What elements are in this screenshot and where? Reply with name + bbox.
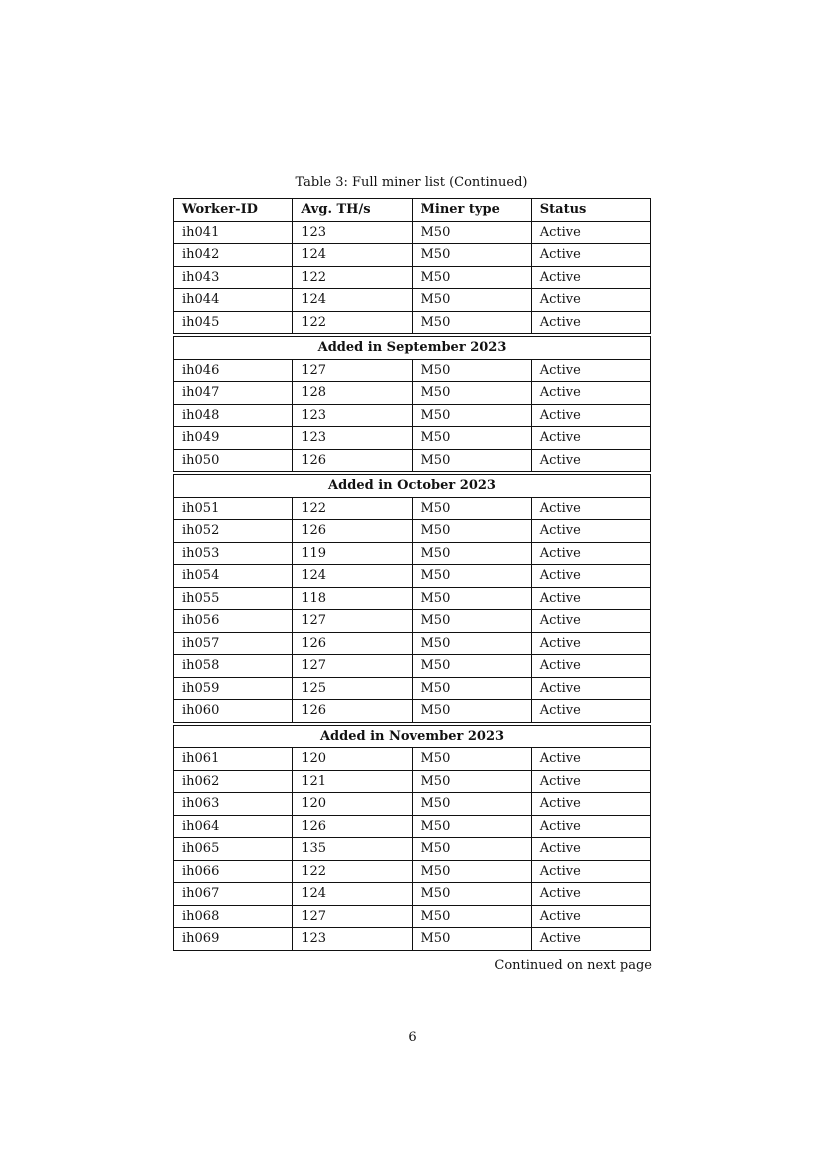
group-header-row	[174, 724, 651, 748]
table-row	[174, 520, 651, 543]
table-row	[174, 427, 651, 450]
miner-type-cell: M50	[412, 860, 531, 883]
avg-ths-cell: 123	[293, 928, 412, 951]
table-row	[174, 359, 651, 382]
table-row	[174, 815, 651, 838]
worker-id-cell: ih049	[174, 427, 293, 450]
miner-type-cell: M50	[412, 359, 531, 382]
table-row	[174, 587, 651, 610]
page-content	[173, 174, 650, 975]
miner-type-cell: M50	[412, 655, 531, 678]
table-row	[174, 497, 651, 520]
worker-id-cell: ih043	[174, 266, 293, 289]
table-row	[174, 632, 651, 655]
table-row	[174, 928, 651, 951]
table-row	[174, 748, 651, 771]
miner-type-cell: M50	[412, 427, 531, 450]
table-row	[174, 244, 651, 267]
status-cell: Active	[531, 655, 650, 678]
worker-id-cell: ih059	[174, 677, 293, 700]
table-row	[174, 266, 651, 289]
status-cell: Active	[531, 838, 650, 861]
table-caption: Table 3: Full miner list (Continued)	[295, 175, 528, 190]
group-header-row	[174, 335, 651, 359]
avg-ths-cell: 124	[293, 883, 412, 906]
table-row	[174, 311, 651, 335]
avg-ths-cell: 120	[293, 793, 412, 816]
worker-id-cell: ih068	[174, 905, 293, 928]
avg-ths-cell: 123	[293, 427, 412, 450]
avg-ths-cell: 126	[293, 520, 412, 543]
group-header-label: Added in September 2023	[174, 335, 651, 359]
avg-ths-cell: 123	[293, 404, 412, 427]
worker-id-cell: ih052	[174, 520, 293, 543]
column-header-worker-id: Worker-ID	[174, 199, 293, 222]
miner-type-cell: M50	[412, 221, 531, 244]
status-cell: Active	[531, 793, 650, 816]
miner-type-cell: M50	[412, 632, 531, 655]
avg-ths-cell: 123	[293, 221, 412, 244]
status-cell: Active	[531, 520, 650, 543]
miner-type-cell: M50	[412, 815, 531, 838]
table-row	[174, 677, 651, 700]
miner-type-cell: M50	[412, 928, 531, 951]
avg-ths-cell: 124	[293, 289, 412, 312]
miner-type-cell: M50	[412, 677, 531, 700]
worker-id-cell: ih062	[174, 770, 293, 793]
miner-type-cell: M50	[412, 449, 531, 473]
table-body	[174, 221, 651, 950]
table-row	[174, 655, 651, 678]
avg-ths-cell: 127	[293, 359, 412, 382]
status-cell: Active	[531, 632, 650, 655]
miner-type-cell: M50	[412, 382, 531, 405]
status-cell: Active	[531, 449, 650, 473]
status-cell: Active	[531, 860, 650, 883]
avg-ths-cell: 126	[293, 700, 412, 724]
worker-id-cell: ih042	[174, 244, 293, 267]
avg-ths-cell: 126	[293, 815, 412, 838]
status-cell: Active	[531, 883, 650, 906]
status-cell: Active	[531, 497, 650, 520]
miner-type-cell: M50	[412, 266, 531, 289]
avg-ths-cell: 118	[293, 587, 412, 610]
worker-id-cell: ih064	[174, 815, 293, 838]
worker-id-cell: ih048	[174, 404, 293, 427]
status-cell: Active	[531, 266, 650, 289]
avg-ths-cell: 126	[293, 632, 412, 655]
miner-type-cell: M50	[412, 404, 531, 427]
avg-ths-cell: 124	[293, 565, 412, 588]
worker-id-cell: ih060	[174, 700, 293, 724]
status-cell: Active	[531, 928, 650, 951]
miner-type-cell: M50	[412, 883, 531, 906]
status-cell: Active	[531, 815, 650, 838]
status-cell: Active	[531, 905, 650, 928]
avg-ths-cell: 127	[293, 905, 412, 928]
group-header-label: Added in November 2023	[174, 724, 651, 748]
status-cell: Active	[531, 748, 650, 771]
worker-id-cell: ih061	[174, 748, 293, 771]
avg-ths-cell: 122	[293, 860, 412, 883]
miner-type-cell: M50	[412, 793, 531, 816]
column-header-miner-type: Miner type	[412, 199, 531, 222]
worker-id-cell: ih050	[174, 449, 293, 473]
status-cell: Active	[531, 770, 650, 793]
status-cell: Active	[531, 427, 650, 450]
continued-note: Continued on next page	[494, 957, 652, 973]
status-cell: Active	[531, 289, 650, 312]
status-cell: Active	[531, 610, 650, 633]
table-row	[174, 700, 651, 724]
miner-type-cell: M50	[412, 838, 531, 861]
page-number: 6	[408, 1030, 417, 1045]
status-cell: Active	[531, 565, 650, 588]
miner-type-cell: M50	[412, 497, 531, 520]
table-row	[174, 542, 651, 565]
worker-id-cell: ih044	[174, 289, 293, 312]
status-cell: Active	[531, 542, 650, 565]
avg-ths-cell: 119	[293, 542, 412, 565]
worker-id-cell: ih065	[174, 838, 293, 861]
status-cell: Active	[531, 382, 650, 405]
miner-type-cell: M50	[412, 520, 531, 543]
group-header-label: Added in October 2023	[174, 473, 651, 497]
avg-ths-cell: 122	[293, 266, 412, 289]
miner-type-cell: M50	[412, 700, 531, 724]
worker-id-cell: ih063	[174, 793, 293, 816]
status-cell: Active	[531, 700, 650, 724]
status-cell: Active	[531, 404, 650, 427]
avg-ths-cell: 125	[293, 677, 412, 700]
avg-ths-cell: 126	[293, 449, 412, 473]
column-header-avg-ths: Avg. TH/s	[293, 199, 412, 222]
worker-id-cell: ih067	[174, 883, 293, 906]
table-row	[174, 905, 651, 928]
worker-id-cell: ih046	[174, 359, 293, 382]
worker-id-cell: ih056	[174, 610, 293, 633]
worker-id-cell: ih069	[174, 928, 293, 951]
worker-id-cell: ih058	[174, 655, 293, 678]
miner-type-cell: M50	[412, 289, 531, 312]
worker-id-cell: ih055	[174, 587, 293, 610]
avg-ths-cell: 135	[293, 838, 412, 861]
miner-type-cell: M50	[412, 587, 531, 610]
table-row	[174, 404, 651, 427]
avg-ths-cell: 122	[293, 311, 412, 335]
avg-ths-cell: 120	[293, 748, 412, 771]
group-header-row	[174, 473, 651, 497]
status-cell: Active	[531, 359, 650, 382]
miner-table	[173, 198, 651, 951]
table-row	[174, 770, 651, 793]
table-row	[174, 883, 651, 906]
avg-ths-cell: 127	[293, 610, 412, 633]
status-cell: Active	[531, 677, 650, 700]
header-row	[174, 199, 651, 222]
miner-type-cell: M50	[412, 748, 531, 771]
status-cell: Active	[531, 587, 650, 610]
table-row	[174, 610, 651, 633]
miner-type-cell: M50	[412, 542, 531, 565]
worker-id-cell: ih051	[174, 497, 293, 520]
avg-ths-cell: 124	[293, 244, 412, 267]
worker-id-cell: ih045	[174, 311, 293, 335]
table-row	[174, 565, 651, 588]
table-row	[174, 838, 651, 861]
miner-type-cell: M50	[412, 565, 531, 588]
miner-type-cell: M50	[412, 244, 531, 267]
status-cell: Active	[531, 311, 650, 335]
status-cell: Active	[531, 244, 650, 267]
table-row	[174, 221, 651, 244]
table-row	[174, 449, 651, 473]
column-header-status: Status	[531, 199, 650, 222]
avg-ths-cell: 122	[293, 497, 412, 520]
miner-type-cell: M50	[412, 905, 531, 928]
table-row	[174, 860, 651, 883]
miner-type-cell: M50	[412, 770, 531, 793]
worker-id-cell: ih053	[174, 542, 293, 565]
miner-type-cell: M50	[412, 311, 531, 335]
worker-id-cell: ih041	[174, 221, 293, 244]
miner-type-cell: M50	[412, 610, 531, 633]
worker-id-cell: ih054	[174, 565, 293, 588]
avg-ths-cell: 127	[293, 655, 412, 678]
worker-id-cell: ih066	[174, 860, 293, 883]
avg-ths-cell: 128	[293, 382, 412, 405]
table-row	[174, 382, 651, 405]
table-row	[174, 793, 651, 816]
status-cell: Active	[531, 221, 650, 244]
avg-ths-cell: 121	[293, 770, 412, 793]
worker-id-cell: ih047	[174, 382, 293, 405]
table-row	[174, 289, 651, 312]
worker-id-cell: ih057	[174, 632, 293, 655]
